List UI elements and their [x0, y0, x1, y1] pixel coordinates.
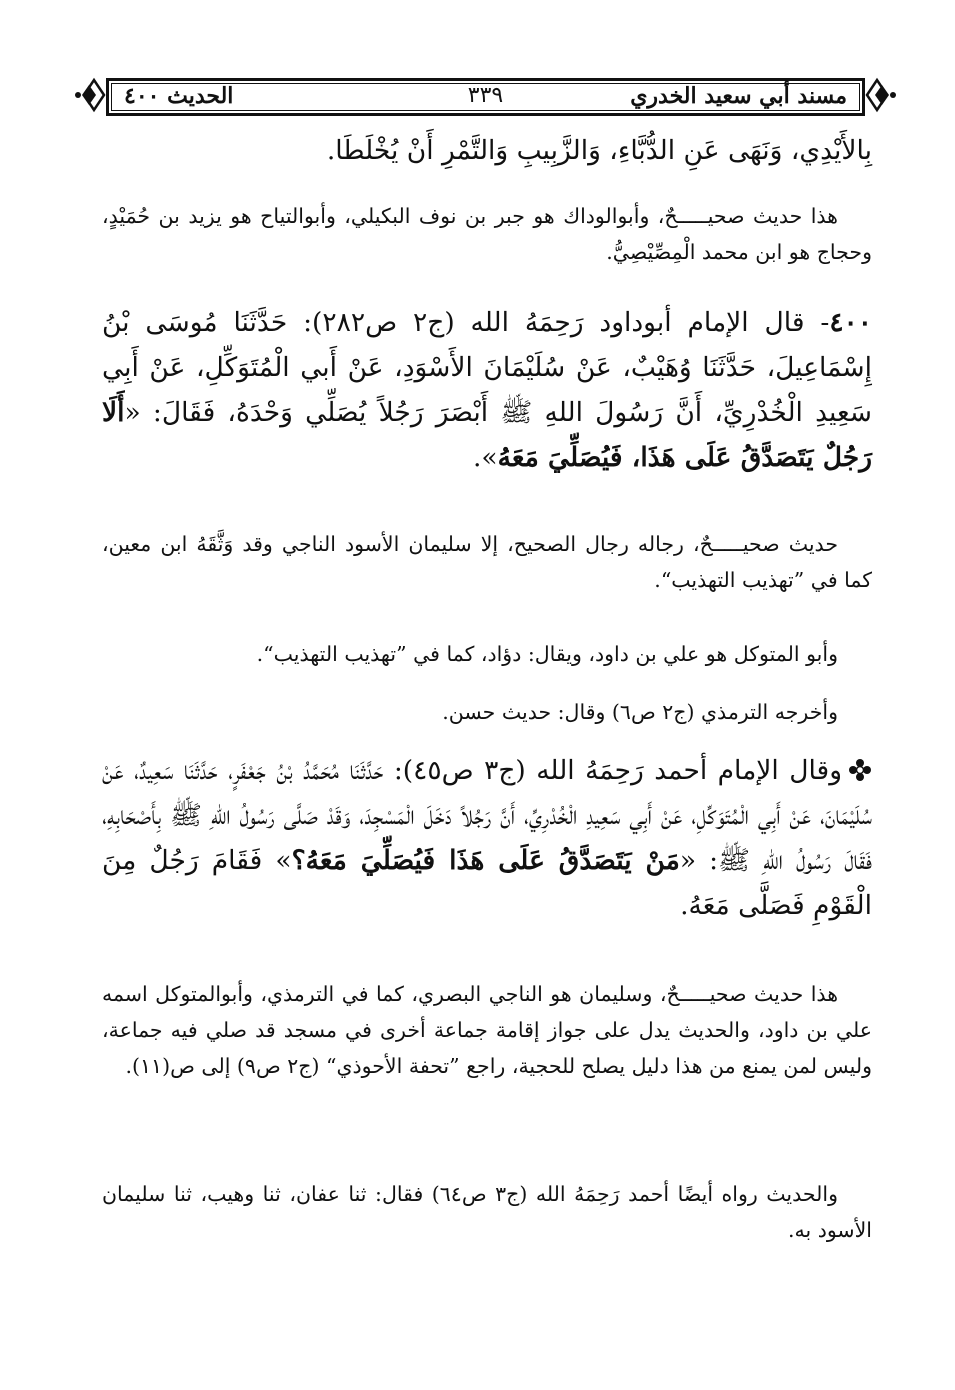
prophetic-quote: أَلَا رَجُلٌ يَتَصَدَّقُ عَلَى هَذَا، فَيُصَلِّيَ مَعَهُ	[102, 397, 872, 473]
ornament-icon	[72, 76, 106, 114]
takhrij-note: والحديث رواه أيضًا أحمد رَحِمَهُ الله (ج٣ ص٦٤) فقال: ثنا عفان، ثنا وهيب، ثنا سليمان الأسود به.	[102, 1182, 872, 1242]
grading-note: هذا حديث صحيـــــحٌ، وسليمان هو الناجي البصري، كما في الترمذي، وأبوالمتوكل اسمه علي بن داود، والحديث يدل على جواز إقامة جماعة أخرى في مسجد قد صلي فيه جماعة، وليس لمن يمنع من هذا دليل يصلح للحجية، راجع ”تحفة الأحوذي“ (ج٢ ص٩) إلى ص(١١).	[102, 982, 872, 1078]
hadith-text: وقال الإمام أحمد رَحِمَهُ الله (ج٣ ص٤٥): حَدَّثَنَا مُحَمَّدُ بْنُ جَعْفَرٍ، حَدَّثَنَا سَعِيدٌ، عَنْ سُلَيْمَانَ، عَنْ أَبِي الْمُتَوَكِّلِ، عَنْ أَبِي سَعِيدِ الْخُدْرِيِّ، أَنَّ رَجُلاً دَخَلَ الْمَسْجِدَ، وَقَدْ صَلَّى رَسُولُ اللهِ ﷺ بِأَصْحَابِهِ، فَقَالَ رَسُولُ اللهِ ﷺ: «	[102, 755, 872, 876]
quote-end: ».	[472, 442, 498, 473]
hadith-label: الحديث ٤٠٠	[124, 83, 234, 109]
ahmad-narration	[102, 748, 872, 928]
grading-note: هذا حديث صحيـــــحٌ، وأبوالوداك هو جبر بن نوف البكيلي، وأبوالتياح هو يزيد بن حُمَيْدٍ، وحجاج هو ابن محمد الْمِصِّيْصِيُّ.	[102, 204, 872, 264]
text-block	[102, 128, 872, 173]
text-block	[102, 526, 872, 598]
hadith-number: ٤٠٠	[829, 307, 873, 338]
ornament-icon	[865, 76, 899, 114]
hadith-block	[102, 300, 872, 480]
hadith-text: - قال الإمام أبوداود رَحِمَهُ الله (ج٢ ص٢٨٢): حَدَّثَنَا مُوسَى بْنُ إِسْمَاعِيلَ، حَدَّثَنَا وُهَيْبٌ، عَنْ سُلَيْمَانَ الأَسْوَدِ، عَنْ أَبي الْمُتَوَكِّلِ، عَنْ أَبِي سَعِيدِ الْخُدْرِيِّ، أَنَّ رَسُولَ اللهِ ﷺ أَبْصَرَ رَجُلاً يُصَلِّي وَحْدَهُ، فَقَالَ: «	[102, 307, 872, 428]
prophetic-quote: مَنْ يَتَصَدَّقُ عَلَى هَذَا فَيُصَلِّيَ مَعَهُ؟	[291, 845, 680, 876]
hadith-400	[102, 300, 872, 480]
running-title: مسند أبي سعيد الخدري	[630, 83, 847, 109]
text-block	[102, 1176, 872, 1248]
hadith-block	[102, 748, 872, 928]
narrator-note: وأبو المتوكل هو علي بن داود، ويقال: دؤاد، كما في ”تهذيب التهذيب“.	[256, 642, 838, 666]
text-block	[102, 198, 872, 270]
continuation-paragraph: بِالأَيْدِي، وَنَهَى عَنِ الدُّبَّاءِ، وَالزَّبِيبِ وَالتَّمْرِ أَنْ يُخْلَطَا.	[326, 135, 872, 166]
page-number: ٣٣٩	[467, 83, 504, 108]
quote-end: » فَقَامَ رَجُلٌ مِنَ الْقَوْمِ فَصَلَّى مَعَهُ.	[102, 845, 872, 921]
takhrij-note: وأخرجه الترمذي (ج٢ ص٦) وقال: حديث حسن.	[442, 700, 838, 724]
text-block	[102, 976, 872, 1084]
text-block	[102, 636, 872, 672]
grading-note: حديث صحيـــــحٌ، رجاله رجال الصحيح، إلا سليمان الأسود الناجي وقد وَثَّقَهُ ابن معين، كما في ”تهذيب التهذيب“.	[102, 532, 872, 592]
flower-ornament-icon	[848, 758, 872, 782]
page-header	[72, 72, 899, 122]
text-block	[102, 694, 872, 730]
